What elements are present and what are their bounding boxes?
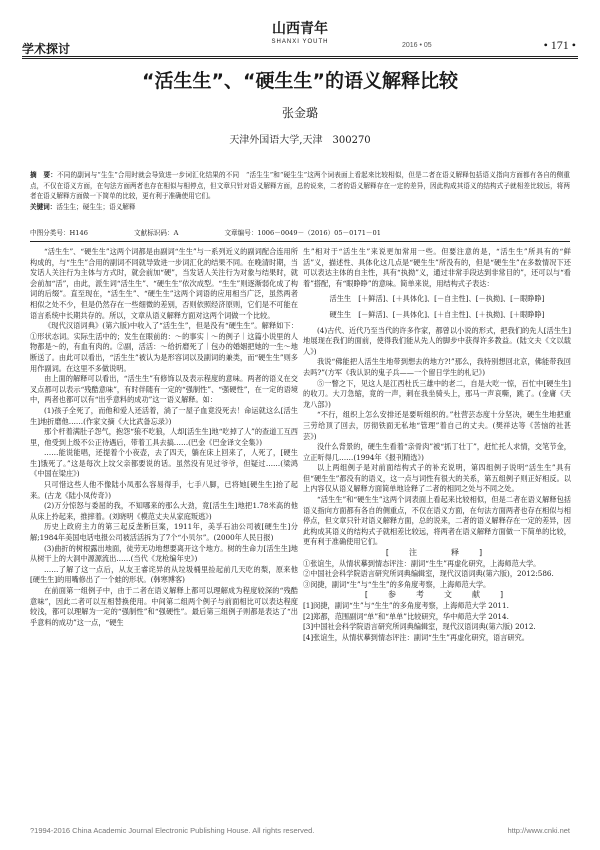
references-heading: [ 参 考 文 献 ]	[364, 590, 510, 600]
page-footer	[30, 826, 570, 835]
example-sentence: (4)古代、近代乃至当代的许多作家，都曾以小说的形式，把我们的先人[活生生]地展现在我们的面前，使得我们能从先人的脚步中获得许多教益。(陆文夫《文以载人》)	[303, 325, 571, 356]
journal-name-en: SHANXI YOUTH	[271, 39, 329, 45]
classification-row	[30, 227, 425, 237]
page-number: • 171 •	[543, 38, 576, 52]
issue-number: 2016 • 05	[402, 42, 432, 49]
body-paragraph: “活生生”、“硬生生”这两个词都是由副词“生生”与一系列近义的副词配合连用所构成的，与“生生”合用的副词不同就导致进一步词汇化的结果不同。在晚清时期，当发话人关注行为主体与方式时，就会前加“硬”，当发话人关注行为对象与结果时，就会前加“活”，由此，派生词“活生生”、“硬生生”依次成型。“生生”则逐渐弱化成了构词的后缀”。直至现在，“活生生”、“硬生生”这两个词语的应用相当广泛，虽然两者相似之处不少，但是仍然存在一些细微的差别，否则依照经济原则，它们是不可能在语言系统中长期共存的。所以，文章从语义解释方面对这两个词做一个比较。	[30, 247, 298, 320]
article-number: 文章编号：1006－0049－（2016）05－0171－01	[224, 229, 381, 237]
body-paragraph: 《现代汉语词典》(第六版)中收入了“活生生”，但是没有“硬生生”。解释如下：①形状态词。实际生活中的；发生在眼前的：～的事实｜～的例子｜这篇小说里的人物都是～的，有血有肉的。②副，活活：～给折磨死了｜包办的婚姻把她的一生～地断送了。由此可以看出，“活生生”被认为是形容词以及副词的兼类，而“硬生生”则多用作副词。在这里不多做说明。	[30, 321, 298, 373]
right-column	[303, 247, 571, 643]
abstract-rule	[30, 241, 570, 242]
example-sentence: (2)万分惊怒与委屈的我，不知哪来的那么大劲，竟[活生生]地把1.78米高的他从床上拎起来，推摔着。(刘晓明《模范丈夫从家庭叛逃》)	[30, 501, 298, 521]
example-sentence: 只可惜这些人他不像陆小凤那么容易得手，七手八脚，已将她[硬生生]抬了起来。(古龙《陆小凤传奇》)	[30, 480, 298, 500]
abstract-body: 不同的副词与“生生”合用时就会导致进一步词汇化结果的不同 “活生生”和“硬生生”这两个词表面上看起来比较相似，但是二者在语义解释包括语义指向方面都有各自的侧重点，不仅在语义方面，在句法方面两者也存在相似与相停点，但文章只针对语义解释方面，总的说来，二者的语义解释存在一定的差异，因此构成其语义的结构式子就相差比较远，将两者在语义解释方面做一下简单的比较，更有利于准确使用它们。	[30, 171, 570, 200]
author-affiliation: 天津外国语大学,天津 300270	[229, 135, 371, 146]
abstract-block	[30, 170, 570, 212]
example-sentence: 历史上政府主力的第三起反垄断巨案，1911年，美孚石油公司被[硬生生]分解;1984年美国电话电报公司被活活拆为了7个“小贝尔”。(2000年人民日报)	[30, 522, 298, 543]
example-sentence: ……了解了这一点后，从友王睿诧异的从垃圾桶里捡起前几天吃的梨，原来他[硬生生]的用嘴修出了一个蛙的形状。(韩寒博客)	[30, 564, 298, 585]
doc-code: 文献标识码：A	[134, 229, 179, 237]
note-item: ③闵捷，副词“生”与“生生”的多角度考察，上海师范大学。	[303, 579, 491, 589]
keywords-line	[30, 202, 570, 213]
clc-number: 中图分类号：H146	[30, 229, 88, 237]
keywords-value: 活生生；硬生生；语义解释	[56, 202, 136, 211]
header-rule	[22, 56, 578, 57]
example-sentence: ⑤一瞥之下，见这人是江西杜氏三雄中的老二，自是大吃一惊，百忙中[硬生生]的收刀。大刀急缩，竟的一声，刺在我坐骑头上，那马一声哀嘶，跳了。(金庸《天龙八部》)	[303, 378, 571, 409]
example-sentence: ……能说能唱，还提着个小夜壶，去了四天，躺在床上回来了，人死了，[硬生生]饿死了。”这是每次上坟父亲都要说的话。虽然没有见过爷爷，但疑过……(梁鸿《中国在梁庄》)	[30, 448, 298, 479]
reference-item: [2]郑都，范围副词“单”和“单单”比较研究，华中师范大学 2014.	[303, 611, 509, 621]
copyright-notice: ?1994-2016 China Academic Journal Electronic Publishing House. All rights reserved.	[30, 826, 315, 835]
example-sentence: 没什么背景的，硬生生看着“亲骨肉”被“抓丁壮丁”，赶忙托人求情，交笔节金，立正听得几……(1994年《报刊精选》)	[303, 442, 571, 462]
journal-name-zh: 山西青年	[272, 21, 328, 37]
article-title: “活生生”、“硬生生”的语义解释比较	[142, 70, 458, 92]
footer-url[interactable]: http://www.cnki.net	[507, 826, 570, 835]
note-item: ①张谊生，从情状摹到情态评注：副词“生生”再虚化研究，上海师范大学。	[303, 558, 541, 568]
reference-item: [3]中国社会科学院语言研究所词典编辑室，现代汉语词典(第六版) 2012.	[303, 622, 536, 632]
header-rule-thin	[22, 58, 578, 59]
example-sentence: 我说“佛能把人活生生地带到想去的地方?!”那么，我特别想回北京，佛能带我回去吗?”(方军《我认识的鬼子兵——一个留日学生的札记》)	[303, 357, 571, 377]
article-author: 张金璐	[281, 106, 318, 120]
left-column	[30, 247, 298, 628]
journal-masthead	[230, 18, 370, 45]
example-sentence: “不行，组织上怎么安排还是要听组织的。”杜营芸态度十分坚决，硬生生地把重三劳给顶了回去，厉彻铁面无私地“管理”着自己的丈夫。(樊祥达等《苦恼的社甚芸》)	[303, 410, 571, 441]
abstract-label: 摘 要：	[30, 171, 57, 179]
abstract-text	[30, 170, 570, 202]
section-label: 学术探讨	[22, 42, 71, 56]
body-paragraph: 由上面的解释可以看出，“活生生”有修饰以及表示程度的意味。两者的语义在交叉点都可以表示“残酷意味”，有时伴随有一定的“强制性”、“强硬性”，在一定的语境中，两者也都可以有“出乎意料的成功”这一语义解释。如：	[30, 374, 298, 405]
note-item: ②中国社会科学院语言研究所词典编辑室，现代汉语词典(第六版)，2012:586.	[303, 569, 554, 579]
reference-item: [1]闵捷，副词“生”与“生生”的多角度考察，上海师范大学 2011.	[303, 601, 509, 610]
notes-heading: [ 注 释 ]	[385, 548, 489, 558]
reference-item: [4]张谊生，从情状摹到情态评注：副词“生生”再虚化研究，语言研究。	[303, 632, 529, 642]
example-sentence: (1)孩子全死了，而他和爱人还活着，淌了一屋子血竟没死去！命运就这么[活生生]地折磨他……(作家文摘《大比武备忘录》)	[30, 405, 298, 426]
formula-yingshengsheng: 硬生生 [－鲜活]、[－具体化]、[＋自主性]、[＋执拗]、[＋眼睁睁]	[329, 309, 545, 319]
example-sentence: 那个杆着满肚子怨气，抱怨“狼不吃狼，人却[活生生]地“吃掉了人”的查道工互西里，他受到上级不公正待遇后，带着工具去搞……(巴金《巴金译文全集》)	[30, 427, 298, 447]
body-paragraph: 在前面第一组例子中，由于二者在语义解释上都可以理解成为程度较深的“残酷意味”，因此二者可以互相替换使用。中间第二组两个例子与前面相比可以表达程度较浅，都可以理解为一定的“强制性”和“强硬性”。最后第三组例子则都是表达了“出乎意料的成功”这一点，“硬生	[30, 586, 298, 627]
body-paragraph: 生”相对于“活生生”来说更加常用一些。但要注意的是，“活生生”所具有的“鲜活”义，描述性、具体化这几点是“硬生生”所没有的，但是“硬生生”在多数情况下还可以表达主体的自主性，具有“执拗”义，通过非常手段达到非常目的”，还可以与“看着”搭配，有“眼睁睁”的意味。简单来说，用结构式子表达：	[303, 247, 571, 288]
keywords-label: 关键词：	[30, 202, 57, 211]
example-sentence: (3)曲折的树根露出地面，徒劳无功地想要离开这个地方。树的生命力[活生生]地从树干上的大洞中源源流出……(当代《龙枪编年史》)	[30, 543, 298, 564]
body-paragraph: “活生生”和“硬生生”这两个词表面上看起来比较相似，但是二者在语义解释包括语义指向方面都有各自的侧重点，不仅在语义方面，在句法方面两者也存在相似与相停点，但文章只针对语义解释方面，总的说来，二者的语义解释存在一定的差异，因此构成其语义的结构式子就相差比较远，将两者在语义解释方面做一下简单的比较，更有利于准确使用它们。	[303, 495, 571, 547]
formula-huoshengsheng: 活生生 [＋鲜活]、[＋具体化]、[－自主性]、[－执拗]、[－眼睁睁]	[329, 294, 545, 304]
body-paragraph: 以上两组例子是对前面结构式子的补充说明，第四组例子说明“活生生”具有但“硬生生”都没有的语义，这一点与词性有很大的关系，第五组例子则正好相反。以上内容仅从语义解释方面简单地诠释了二者的相同之处与不同之处。	[303, 463, 571, 494]
